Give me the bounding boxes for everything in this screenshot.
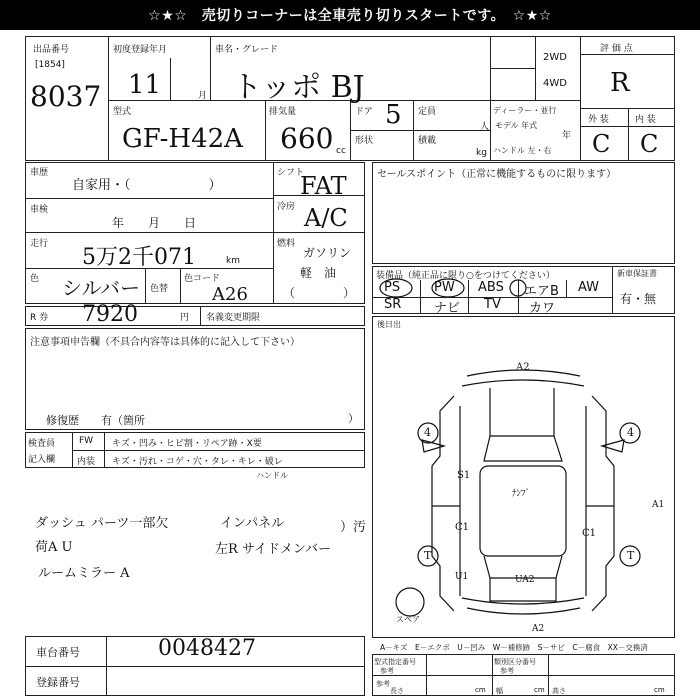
cm-unit-1: cm: [475, 686, 486, 694]
inspection-value: 年 月 日: [112, 216, 197, 230]
int-label: 内装: [77, 457, 96, 467]
mark-c1-left: C1: [455, 522, 470, 533]
equip-circles: [378, 276, 528, 316]
cat-ref: 参考: [500, 667, 514, 675]
banner: ☆★☆ 売切りコーナーは全車売り切りスタートです。 ☆★☆: [0, 0, 700, 30]
notes-label: 注意事項申告欄（不具合内容等は具体的に記入して下さい）: [30, 337, 300, 348]
score-label: 評 価 点: [600, 44, 633, 54]
month-unit: 月: [198, 91, 208, 101]
after-label: 後日出: [377, 320, 401, 329]
repair-label: 修復歴 有（箇所: [46, 414, 145, 427]
exterior-value: C: [592, 130, 611, 158]
mark-4-right: 4: [627, 426, 634, 439]
lot-label: 出品番号: [33, 45, 70, 55]
entry-label: 記入欄: [28, 455, 56, 465]
color-value: シルバー: [62, 276, 141, 300]
fw-items: キズ・凹み・ヒビ割・リペア跡・X要: [112, 439, 262, 449]
color-change-label: 色替: [150, 284, 169, 294]
note-2: インパネル: [220, 516, 285, 531]
mark-roof: ﾅﾝﾌﾞ: [512, 489, 531, 499]
mark-a2-front: A2: [516, 362, 530, 373]
equip-abs: ABS: [478, 280, 504, 295]
model-year-label: モデル 年式: [495, 121, 538, 130]
warranty-label: 新車保証書: [617, 269, 657, 278]
handle-note: ハンドル: [256, 471, 288, 480]
spec-ref: 参考: [380, 667, 394, 675]
note-5: 左R サイドメンバー: [215, 542, 331, 557]
recycle-frame: [25, 306, 365, 326]
interior-value: C: [640, 130, 659, 158]
equip-sr: SR: [384, 297, 402, 312]
mark-a2-rear: A2: [532, 624, 545, 634]
chassis-label: 車台番号: [36, 646, 80, 659]
repair-close: ）: [348, 412, 359, 425]
mileage-label: 走行: [30, 239, 49, 249]
fuel-diesel: 軽 油: [300, 266, 337, 280]
equip-airbag: エアB: [524, 284, 559, 299]
spec-label: 型式指定番号: [374, 658, 416, 666]
ac-label: 冷房: [277, 202, 296, 212]
shape-label: 形状: [355, 136, 374, 146]
mark-c1-right: C1: [582, 528, 597, 539]
history-value: 自家用・（ ）: [72, 178, 222, 193]
cat-label: 類別区分番号: [494, 658, 536, 666]
load-label: 積載: [418, 136, 437, 146]
chassis-value: 0048427: [158, 636, 256, 661]
fw-label: FW: [79, 436, 94, 446]
ac-value: A/C: [304, 204, 348, 232]
doors-label: ドア: [355, 107, 373, 117]
fuel-gas: ガソリン: [303, 246, 352, 260]
warranty-value: 有・無: [620, 292, 657, 306]
inspection-label: 車検: [30, 205, 49, 215]
equip-label: 装備品（純正品に限り○をつけてください）: [376, 271, 555, 281]
equip-aw: AW: [578, 280, 600, 295]
type-value: GF-H42A: [122, 124, 243, 154]
displacement-label: 排気量: [269, 107, 297, 117]
reg-label: 登録番号: [36, 676, 80, 689]
sales-label: セールスポイント（正常に機能するものに限ります）: [377, 169, 617, 180]
note-6: ルームミラー A: [38, 566, 130, 581]
shift-label: シフト: [277, 168, 305, 178]
equip-ps: PS: [384, 280, 401, 295]
color-code-value: A26: [212, 284, 248, 305]
shift-value: FAT: [300, 172, 347, 200]
note-1: ダッシュ パーツ一部欠: [35, 516, 169, 531]
fuel-label: 燃料: [277, 239, 296, 249]
cm-unit-3: cm: [654, 686, 665, 694]
history-label: 車歴: [30, 168, 49, 178]
lot-code: [1854]: [35, 60, 65, 70]
drive-4wd: 4WD: [543, 78, 567, 89]
first-reg-label: 初度登録年月: [113, 45, 168, 55]
int-items: キズ・汚れ・コゲ・穴・タレ・キレ・破レ: [112, 457, 283, 467]
length-label: 長さ: [390, 687, 404, 695]
equip-navi: ナビ: [434, 301, 461, 316]
drive-2wd: 2WD: [543, 52, 567, 63]
height-label: 高さ: [552, 687, 566, 695]
recycle-value: 7920: [82, 302, 138, 327]
meigi-label: 名義変更期限: [206, 313, 261, 323]
mark-4-left: 4: [424, 426, 431, 439]
mark-t-right: T: [627, 549, 635, 562]
type-label: 型式: [113, 107, 132, 117]
score-value: R: [610, 68, 630, 98]
km-unit: km: [226, 256, 240, 266]
note-4: 荷A U: [35, 540, 73, 555]
diagram-legend: A－キズ E－エクボ U－凹み W－補修跡 S－サビ C－腐食 XX－交換済: [380, 643, 648, 652]
dealer-label: ディーラー・並行: [493, 106, 557, 115]
mileage-value: 5万2千071: [82, 245, 196, 270]
note-3: ）汚: [340, 520, 367, 535]
capacity-label: 定員: [418, 107, 437, 117]
first-reg-value: 11: [128, 70, 162, 100]
color-code-label: 色コード: [184, 274, 221, 284]
width-label: 幅: [496, 687, 503, 695]
lot-number: 8037: [30, 80, 102, 113]
cc-unit: cc: [336, 146, 346, 156]
inspector-label: 検査員: [28, 439, 56, 449]
model-value: トッポ BJ: [232, 70, 365, 105]
mark-t-left: T: [424, 549, 432, 562]
displacement-value: 660: [280, 122, 334, 155]
model-label: 車名・グレード: [215, 45, 279, 55]
equip-leather: カワ: [529, 301, 556, 316]
ref-label-left: 参考: [376, 680, 390, 688]
fuel-other: （ ）: [283, 286, 356, 300]
mark-ua2: UA2: [515, 575, 535, 585]
exterior-label: 外 装: [588, 115, 609, 125]
color-label: 色: [30, 274, 40, 284]
cm-unit-2: cm: [534, 686, 545, 694]
equip-pw: PW: [434, 280, 455, 295]
mark-u1: U1: [455, 572, 469, 582]
person-unit: 人: [480, 122, 490, 132]
interior-label: 内 装: [635, 115, 656, 125]
recycle-label: R 券: [30, 313, 49, 323]
yen-unit: 円: [180, 313, 190, 323]
doors-value: 5: [385, 100, 402, 130]
year-unit: 年: [562, 131, 572, 141]
mark-a1: A1: [652, 500, 665, 510]
handle-label: ハンドル 左・右: [493, 146, 552, 155]
kg-unit: kg: [476, 148, 487, 158]
equip-tv: TV: [484, 297, 501, 312]
mark-s1: S1: [457, 470, 471, 481]
spare-label: スペア: [396, 615, 420, 624]
